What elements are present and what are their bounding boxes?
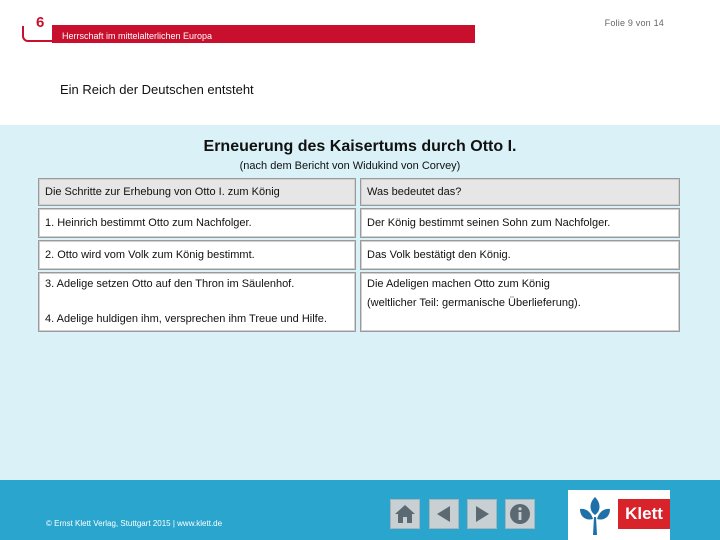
table-cell-step: 2. Otto wird vom Volk zum König bestimmt. xyxy=(38,240,356,270)
klett-logo-text: Klett xyxy=(618,499,670,529)
next-slide-button[interactable] xyxy=(467,499,497,529)
chapter-title-bar: Herrschaft im mittelalterlichen Europa xyxy=(52,25,475,43)
table-cell-line: 3. Adelige setzen Otto auf den Thron im Säulenhof. xyxy=(45,278,295,290)
forward-icon xyxy=(471,503,493,525)
table-header-steps: Die Schritte zur Erhebung von Otto I. zum König xyxy=(38,178,356,206)
table-cell-meaning xyxy=(360,272,680,332)
table-cell-line: Die Adeligen machen Otto zum König xyxy=(367,278,550,290)
header-corner-divider xyxy=(22,26,52,42)
info-button[interactable] xyxy=(505,499,535,529)
copyright-text: © Ernst Klett Verlag, Stuttgart 2015 | www.klett.de xyxy=(46,519,223,528)
page-title: Erneuerung des Kaisertums durch Otto I. xyxy=(203,138,517,155)
steps-table xyxy=(38,178,680,334)
table-cell-step: 1. Heinrich bestimmt Otto zum Nachfolger. xyxy=(38,208,356,238)
home-button[interactable] xyxy=(390,499,420,529)
table-row xyxy=(38,272,680,332)
table-header-row xyxy=(38,178,680,206)
page-subtitle: (nach dem Bericht von Widukind von Corvey) xyxy=(239,160,461,172)
klett-clover-icon xyxy=(572,493,618,539)
slide-counter: Folie 9 von 14 xyxy=(604,18,664,28)
table-header-meaning: Was bedeutet das? xyxy=(360,178,680,206)
chapter-number: 6 xyxy=(36,14,45,31)
home-icon xyxy=(393,503,417,525)
previous-slide-button[interactable] xyxy=(429,499,459,529)
table-row xyxy=(38,240,680,270)
table-row xyxy=(38,208,680,238)
table-cell-meaning: Der König bestimmt seinen Sohn zum Nachfolger. xyxy=(360,208,680,238)
table-cell-line: 4. Adelige huldigen ihm, versprechen ihm Treue und Hilfe. xyxy=(45,313,327,325)
klett-logo xyxy=(568,490,670,540)
info-icon xyxy=(508,502,532,526)
section-title: Ein Reich der Deutschen entsteht xyxy=(60,82,254,97)
table-cell-meaning: Das Volk bestätigt den König. xyxy=(360,240,680,270)
back-icon xyxy=(433,503,455,525)
table-cell-line: (weltlicher Teil: germanische Überlieferung). xyxy=(367,297,581,309)
table-cell-step xyxy=(38,272,356,332)
